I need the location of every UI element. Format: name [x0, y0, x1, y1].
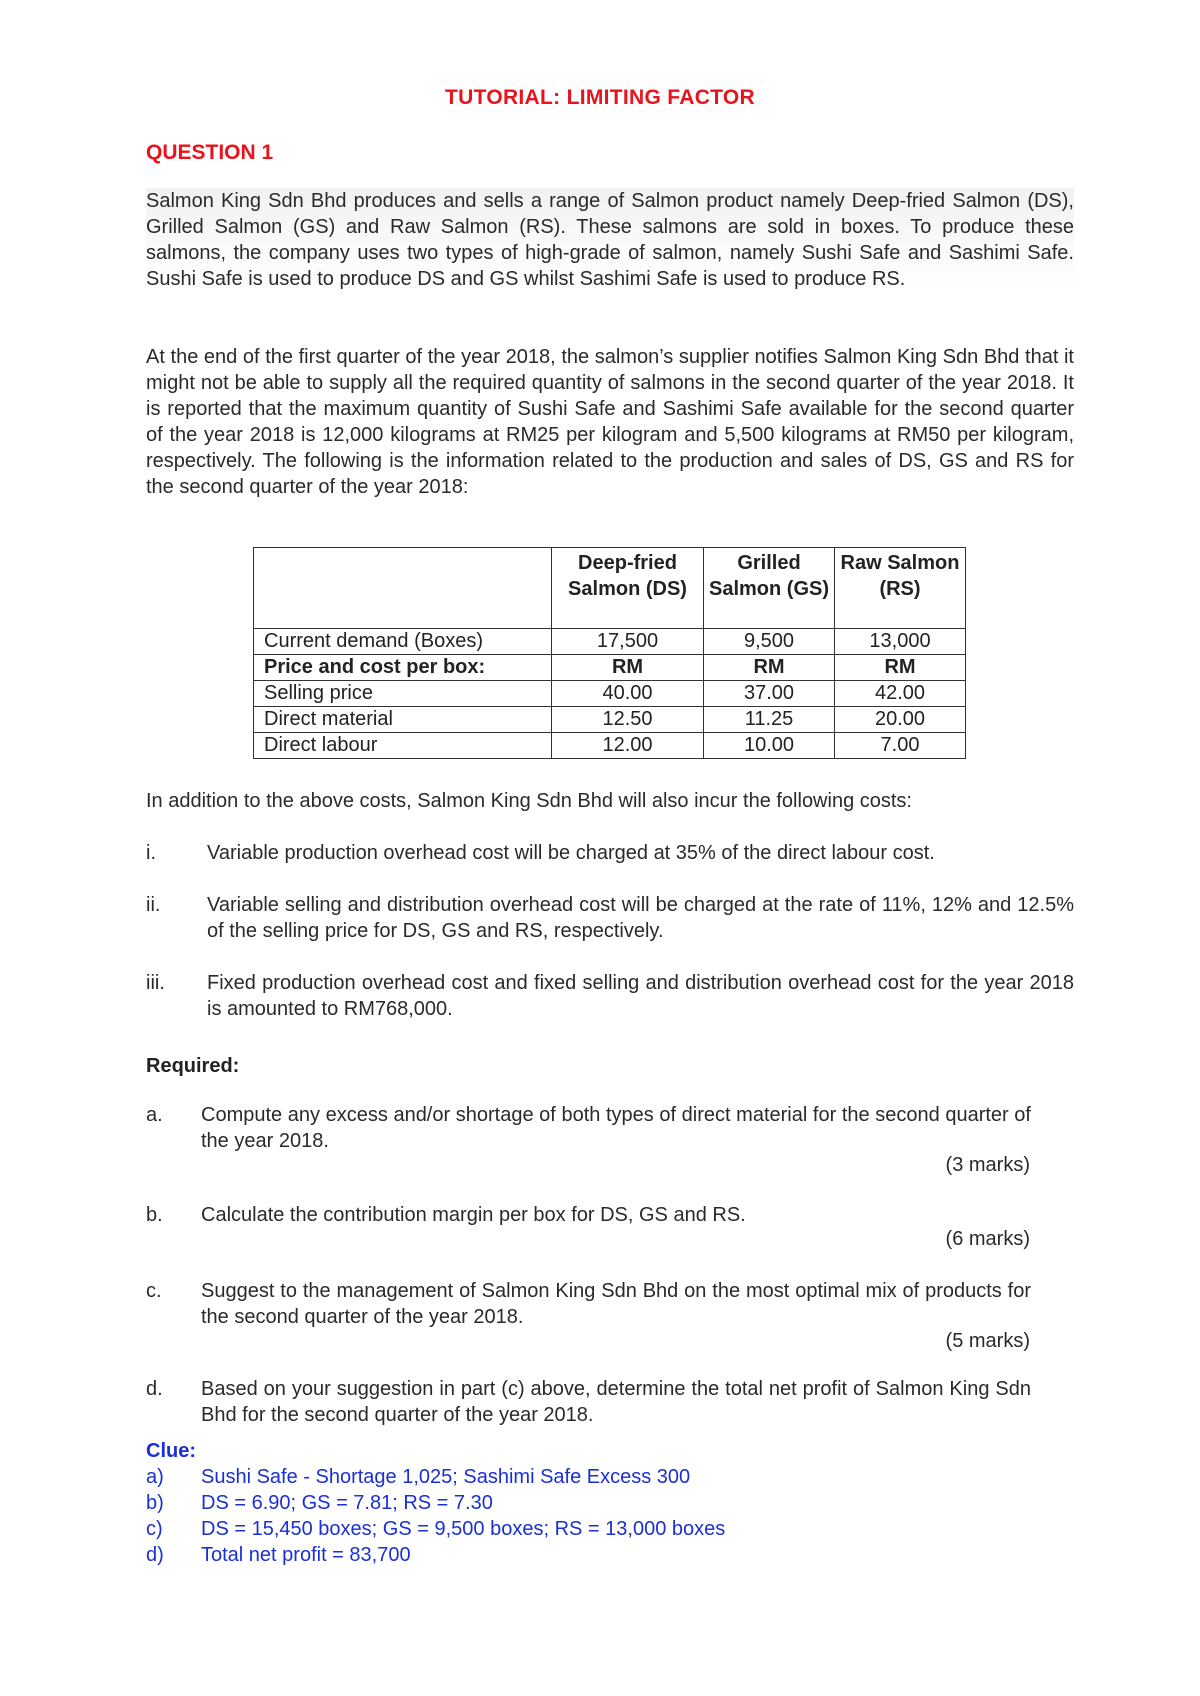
cost-item-ii [146, 892, 1074, 944]
cost-item-number: iii. [146, 972, 165, 994]
table-cell: 40.00 [552, 681, 704, 707]
table-header-rs: Raw Salmon (RS) [835, 548, 966, 629]
clue-item-b [146, 1490, 1046, 1516]
question-number: d. [146, 1378, 163, 1400]
table-header-row [254, 548, 966, 629]
question-text: Compute any excess and/or shortage of both types of direct material for the second quarter of the year 2018. [201, 1104, 1031, 1152]
table-cell: 10.00 [704, 733, 835, 759]
row-label-demand: Current demand (Boxes) [254, 629, 552, 655]
cost-item-text: Variable production overhead cost will be charged at 35% of the direct labour cost. [207, 842, 935, 864]
marks-a: (3 marks) [945, 1154, 1030, 1176]
row-label-direct-material: Direct material [254, 707, 552, 733]
question-heading: QUESTION 1 [146, 141, 274, 164]
marks-b: (6 marks) [945, 1228, 1030, 1250]
table-row [254, 681, 966, 707]
table-cell: 17,500 [552, 629, 704, 655]
clue-heading: Clue: [146, 1440, 196, 1462]
clue-key: b) [146, 1492, 164, 1514]
clue-item-a [146, 1464, 1046, 1490]
cost-item-text: Fixed production overhead cost and fixed selling and distribution overhead cost for the year 2018 is amounted to RM768,000. [207, 972, 1074, 1020]
table-cell: 7.00 [835, 733, 966, 759]
table-cell: 11.25 [704, 707, 835, 733]
table-cell: 12.50 [552, 707, 704, 733]
cost-item-iii [146, 970, 1074, 1022]
clue-key: c) [146, 1518, 163, 1540]
row-label-direct-labour: Direct labour [254, 733, 552, 759]
clue-text: Sushi Safe - Shortage 1,025; Sashimi Safe Excess 300 [201, 1466, 691, 1488]
clue-text: DS = 15,450 boxes; GS = 9,500 boxes; RS = 13,000 boxes [201, 1518, 726, 1540]
intro-paragraph: Salmon King Sdn Bhd produces and sells a range of Salmon product namely Deep-fried Salmon (DS), Grilled Salmon (GS) and Raw Salmon (RS). These salmons are sold in boxes. To produce these salmons, the company uses two types of high-grade of salmon, namely Sushi Safe and Sashimi Safe. Sushi Safe is used to produce DS and GS whilst Sashimi Safe is used to produce RS. [146, 190, 1074, 290]
table-row [254, 707, 966, 733]
product-cost-table [253, 547, 966, 759]
clue-text: Total net profit = 83,700 [201, 1544, 411, 1566]
clue-key: d) [146, 1544, 164, 1566]
cost-item-text: Variable selling and distribution overhead cost will be charged at the rate of 11%, 12% and 12.5% of the selling price for DS, GS and RS, respectively. [207, 894, 1074, 942]
table-header-gs: Grilled Salmon (GS) [704, 548, 835, 629]
question-number: a. [146, 1104, 163, 1126]
table-row [254, 655, 966, 681]
table-cell: RM [552, 655, 704, 681]
question-a [146, 1102, 1031, 1154]
clue-item-d [146, 1542, 1046, 1568]
row-label-price-cost: Price and cost per box: [254, 655, 552, 681]
cost-item-number: ii. [146, 894, 161, 916]
clue-item-c [146, 1516, 1046, 1542]
question-number: b. [146, 1204, 163, 1226]
table-cell: 37.00 [704, 681, 835, 707]
table-cell: RM [704, 655, 835, 681]
supply-paragraph: At the end of the first quarter of the year 2018, the salmon’s supplier notifies Salmon King Sdn Bhd that it might not be able to supply all the required quantity of salmons in the second quarter of the year 2018. It is reported that the maximum quantity of Sushi Safe and Sashimi Safe available for the second quarter of the year 2018 is 12,000 kilograms at RM25 per kilogram and 5,500 kilograms at RM50 per kilogram, respectively. The following is the information related to the production and sales of DS, GS and RS for the second quarter of the year 2018: [146, 346, 1074, 498]
table-cell: 42.00 [835, 681, 966, 707]
table-header-empty [254, 548, 552, 629]
marks-c: (5 marks) [945, 1330, 1030, 1352]
clue-key: a) [146, 1466, 164, 1488]
question-b [146, 1202, 1031, 1228]
required-heading: Required: [146, 1055, 240, 1077]
question-text: Suggest to the management of Salmon King Sdn Bhd on the most optimal mix of products for the second quarter of the year 2018. [201, 1280, 1031, 1328]
table-cell: 12.00 [552, 733, 704, 759]
table-cell: 13,000 [835, 629, 966, 655]
table-row [254, 629, 966, 655]
table-cell: RM [835, 655, 966, 681]
table-header-ds: Deep-fried Salmon (DS) [552, 548, 704, 629]
row-label-selling-price: Selling price [254, 681, 552, 707]
question-number: c. [146, 1280, 162, 1302]
question-c [146, 1278, 1031, 1330]
question-text: Calculate the contribution margin per box for DS, GS and RS. [201, 1204, 746, 1226]
clue-text: DS = 6.90; GS = 7.81; RS = 7.30 [201, 1492, 493, 1514]
question-d [146, 1376, 1031, 1428]
question-text: Based on your suggestion in part (c) above, determine the total net profit of Salmon King Sdn Bhd for the second quarter of the year 2018. [201, 1378, 1031, 1426]
additional-costs-intro: In addition to the above costs, Salmon King Sdn Bhd will also incur the following costs: [146, 790, 912, 812]
page-title: TUTORIAL: LIMITING FACTOR [444, 86, 756, 109]
table-cell: 9,500 [704, 629, 835, 655]
table-row [254, 733, 966, 759]
cost-item-number: i. [146, 842, 156, 864]
cost-item-i [146, 840, 1074, 866]
table-cell: 20.00 [835, 707, 966, 733]
